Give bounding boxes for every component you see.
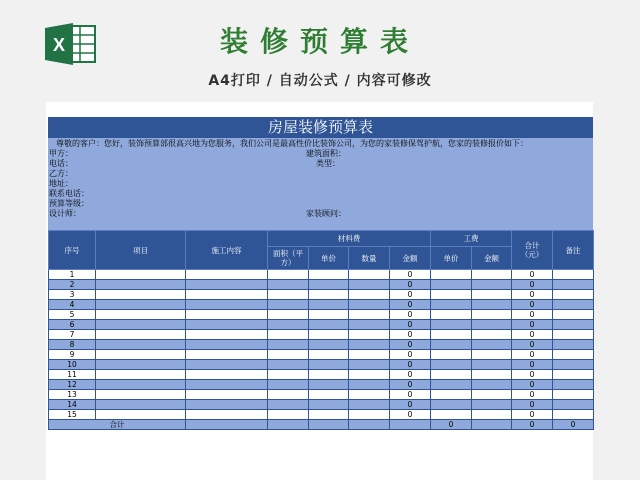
cell-quantity[interactable] — [349, 290, 390, 300]
cell-unit-price[interactable] — [309, 360, 349, 370]
cell-amount[interactable]: 0 — [390, 380, 431, 390]
cell-area[interactable] — [268, 340, 309, 350]
address-label: 地址： — [49, 179, 73, 188]
page-title: 装修预算表 — [219, 25, 420, 58]
cell-labor-price[interactable] — [431, 280, 472, 290]
cell-item[interactable] — [96, 410, 186, 420]
cell-labor-price[interactable] — [431, 390, 472, 400]
col-labor: 工费 — [431, 231, 512, 247]
cell-amount[interactable]: 0 — [390, 290, 431, 300]
cell-amount[interactable]: 0 — [390, 390, 431, 400]
party-b-label: 乙方： — [49, 169, 73, 178]
cell-item[interactable] — [96, 330, 186, 340]
cell-quantity[interactable] — [349, 400, 390, 410]
cell-total[interactable]: 0 — [512, 400, 553, 410]
table-row — [49, 310, 594, 320]
cell-item[interactable] — [96, 370, 186, 380]
customer-info — [48, 138, 593, 230]
cell-area[interactable] — [268, 410, 309, 420]
col-area: 面积（平方） — [268, 247, 309, 270]
contact-phone-label: 联系电话： — [49, 189, 89, 198]
cell-no[interactable]: 10 — [49, 360, 96, 370]
table-row — [49, 270, 594, 280]
cell-quantity[interactable] — [349, 380, 390, 390]
cell-area[interactable] — [268, 380, 309, 390]
cell-quantity[interactable] — [349, 370, 390, 380]
cell-amount[interactable]: 0 — [390, 270, 431, 280]
cell-total[interactable]: 0 — [512, 350, 553, 360]
cell-total[interactable]: 0 — [512, 340, 553, 350]
col-content: 施工内容 — [186, 231, 268, 270]
cell-area[interactable] — [268, 310, 309, 320]
cell-total[interactable]: 0 — [512, 370, 553, 380]
cell-content[interactable] — [186, 370, 268, 380]
cell-total[interactable]: 0 — [512, 390, 553, 400]
cell-content[interactable] — [186, 350, 268, 360]
cell-area[interactable] — [268, 390, 309, 400]
cell-no[interactable]: 1 — [49, 270, 96, 280]
col-total: 合计（元） — [512, 231, 553, 270]
cell-area[interactable] — [268, 370, 309, 380]
cell-quantity[interactable] — [349, 340, 390, 350]
sum-label: 合计 — [49, 420, 186, 430]
cell-item[interactable] — [96, 300, 186, 310]
cell-item[interactable] — [96, 380, 186, 390]
sheet-title: 房屋装修预算表 — [48, 117, 593, 138]
cell-amount[interactable]: 0 — [390, 310, 431, 320]
cell-note[interactable] — [553, 380, 594, 390]
cell-labor-price[interactable] — [431, 300, 472, 310]
table-row — [49, 300, 594, 310]
cell-total[interactable]: 0 — [512, 410, 553, 420]
cell-no[interactable]: 12 — [49, 380, 96, 390]
cell-amount[interactable]: 0 — [390, 320, 431, 330]
cell-content[interactable] — [186, 320, 268, 330]
cell-content[interactable] — [186, 310, 268, 320]
col-quantity: 数量 — [349, 247, 390, 270]
cell-content[interactable] — [186, 340, 268, 350]
cell-area[interactable] — [268, 270, 309, 280]
cell-item[interactable] — [96, 390, 186, 400]
col-item: 项目 — [96, 231, 186, 270]
cell-amount[interactable]: 0 — [390, 280, 431, 290]
cell-labor-price[interactable] — [431, 370, 472, 380]
cell-unit-price[interactable] — [309, 280, 349, 290]
intro-text: 尊敬的客户：您好，装饰预算部很高兴地为您服务，我们公司是最高性价比装饰公司，为您的家装修保驾护航，您家的装修报价如下： — [56, 139, 528, 148]
cell-amount[interactable]: 0 — [390, 370, 431, 380]
cell-total[interactable]: 0 — [512, 330, 553, 340]
cell-content[interactable] — [186, 410, 268, 420]
sum-row — [49, 420, 594, 430]
cell-note[interactable] — [553, 280, 594, 290]
cell-unit-price[interactable] — [309, 290, 349, 300]
cell-labor-amount[interactable] — [472, 390, 512, 400]
table-row — [49, 330, 594, 340]
cell-labor-amount[interactable] — [472, 330, 512, 340]
cell-no[interactable]: 8 — [49, 340, 96, 350]
cell-labor-amount[interactable] — [472, 280, 512, 290]
cell-item[interactable] — [96, 350, 186, 360]
sum-labor-amount: 0 — [512, 420, 553, 430]
col-amount: 金额 — [390, 247, 431, 270]
col-no: 序号 — [49, 231, 96, 270]
cell-item[interactable] — [96, 320, 186, 330]
cell-note[interactable] — [553, 410, 594, 420]
cell-labor-price[interactable] — [431, 400, 472, 410]
cell-no[interactable]: 7 — [49, 330, 96, 340]
cell-item[interactable] — [96, 280, 186, 290]
cell-no[interactable]: 2 — [49, 280, 96, 290]
cell-quantity[interactable] — [349, 350, 390, 360]
col-unit-price: 单价 — [309, 247, 349, 270]
cell-note[interactable] — [553, 350, 594, 360]
cell-quantity[interactable] — [349, 280, 390, 290]
cell-total[interactable]: 0 — [512, 380, 553, 390]
cell-note[interactable] — [553, 320, 594, 330]
cell-item[interactable] — [96, 290, 186, 300]
cell-amount[interactable]: 0 — [390, 360, 431, 370]
cell-note[interactable] — [553, 300, 594, 310]
cell-note[interactable] — [553, 370, 594, 380]
cell-content[interactable] — [186, 400, 268, 410]
cell-quantity[interactable] — [349, 360, 390, 370]
consultant-label: 家装顾问： — [306, 209, 346, 218]
cell-area[interactable] — [268, 360, 309, 370]
cell-labor-price[interactable] — [431, 410, 472, 420]
designer-label: 设计师： — [49, 209, 81, 218]
budget-level-label: 预算等级： — [49, 199, 89, 208]
budget-table — [48, 230, 594, 430]
cell-item[interactable] — [96, 400, 186, 410]
party-a-label: 甲方： — [49, 149, 73, 158]
cell-unit-price[interactable] — [309, 330, 349, 340]
phone-label: 电话： — [49, 159, 73, 168]
cell-content[interactable] — [186, 360, 268, 370]
table-row — [49, 350, 594, 360]
cell-labor-amount[interactable] — [472, 270, 512, 280]
cell-no[interactable]: 13 — [49, 390, 96, 400]
sum-amount: 0 — [431, 420, 472, 430]
cell-note[interactable] — [553, 330, 594, 340]
cell-item[interactable] — [96, 360, 186, 370]
cell-note[interactable] — [553, 270, 594, 280]
cell-unit-price[interactable] — [309, 410, 349, 420]
cell-note[interactable] — [553, 290, 594, 300]
cell-labor-amount[interactable] — [472, 370, 512, 380]
cell-content[interactable] — [186, 300, 268, 310]
cell-no[interactable]: 5 — [49, 310, 96, 320]
table-row — [49, 360, 594, 370]
page-subtitle: A4打印 / 自动公式 / 内容可修改 — [208, 73, 432, 89]
table-row — [49, 370, 594, 380]
cell-total[interactable]: 0 — [512, 270, 553, 280]
cell-unit-price[interactable] — [309, 300, 349, 310]
cell-total[interactable]: 0 — [512, 280, 553, 290]
col-note: 备注 — [553, 231, 594, 270]
cell-total[interactable]: 0 — [512, 290, 553, 300]
cell-no[interactable]: 4 — [49, 300, 96, 310]
cell-unit-price[interactable] — [309, 380, 349, 390]
cell-area[interactable] — [268, 350, 309, 360]
cell-labor-price[interactable] — [431, 290, 472, 300]
cell-labor-amount[interactable] — [472, 290, 512, 300]
cell-unit-price[interactable] — [309, 400, 349, 410]
cell-no[interactable]: 6 — [49, 320, 96, 330]
cell-labor-price[interactable] — [431, 330, 472, 340]
cell-labor-price[interactable] — [431, 310, 472, 320]
cell-labor-amount[interactable] — [472, 300, 512, 310]
cell-note[interactable] — [553, 310, 594, 320]
cell-unit-price[interactable] — [309, 390, 349, 400]
table-row — [49, 340, 594, 350]
cell-area[interactable] — [268, 290, 309, 300]
cell-no[interactable]: 14 — [49, 400, 96, 410]
cell-note[interactable] — [553, 340, 594, 350]
table-row — [49, 380, 594, 390]
cell-labor-price[interactable] — [431, 340, 472, 350]
cell-amount[interactable]: 0 — [390, 340, 431, 350]
cell-content[interactable] — [186, 270, 268, 280]
cell-labor-amount[interactable] — [472, 310, 512, 320]
cell-quantity[interactable] — [349, 320, 390, 330]
cell-content[interactable] — [186, 280, 268, 290]
cell-total[interactable]: 0 — [512, 360, 553, 370]
table-row — [49, 320, 594, 330]
table-row — [49, 390, 594, 400]
table-row — [49, 410, 594, 420]
cell-unit-price[interactable] — [309, 340, 349, 350]
building-area-label: 建筑面积： — [306, 149, 346, 158]
cell-labor-amount[interactable] — [472, 320, 512, 330]
cell-unit-price[interactable] — [309, 320, 349, 330]
cell-area[interactable] — [268, 280, 309, 290]
cell-area[interactable] — [268, 300, 309, 310]
cell-labor-amount[interactable] — [472, 410, 512, 420]
cell-quantity[interactable] — [349, 390, 390, 400]
cell-quantity[interactable] — [349, 270, 390, 280]
cell-no[interactable]: 11 — [49, 370, 96, 380]
cell-amount[interactable]: 0 — [390, 330, 431, 340]
cell-quantity[interactable] — [349, 310, 390, 320]
cell-content[interactable] — [186, 290, 268, 300]
cell-unit-price[interactable] — [309, 310, 349, 320]
cell-item[interactable] — [96, 270, 186, 280]
cell-unit-price[interactable] — [309, 370, 349, 380]
table-row — [49, 280, 594, 290]
table-row — [49, 400, 594, 410]
cell-labor-price[interactable] — [431, 270, 472, 280]
col-labor-price: 单价 — [431, 247, 472, 270]
cell-unit-price[interactable] — [309, 270, 349, 280]
cell-amount[interactable]: 0 — [390, 350, 431, 360]
cell-note[interactable] — [553, 400, 594, 410]
cell-labor-price[interactable] — [431, 320, 472, 330]
cell-content[interactable] — [186, 390, 268, 400]
cell-quantity[interactable] — [349, 300, 390, 310]
cell-labor-price[interactable] — [431, 360, 472, 370]
cell-note[interactable] — [553, 390, 594, 400]
cell-no[interactable]: 9 — [49, 350, 96, 360]
cell-quantity[interactable] — [349, 410, 390, 420]
cell-labor-amount[interactable] — [472, 350, 512, 360]
table-row — [49, 290, 594, 300]
cell-no[interactable]: 15 — [49, 410, 96, 420]
col-labor-amount: 金额 — [472, 247, 512, 270]
cell-amount[interactable]: 0 — [390, 410, 431, 420]
cell-total[interactable]: 0 — [512, 310, 553, 320]
cell-item[interactable] — [96, 310, 186, 320]
col-material: 材料费 — [268, 231, 431, 247]
sum-total: 0 — [553, 420, 594, 430]
cell-note[interactable] — [553, 360, 594, 370]
cell-labor-price[interactable] — [431, 350, 472, 360]
cell-labor-price[interactable] — [431, 380, 472, 390]
cell-area[interactable] — [268, 330, 309, 340]
cell-labor-amount[interactable] — [472, 380, 512, 390]
cell-labor-amount[interactable] — [472, 340, 512, 350]
cell-item[interactable] — [96, 340, 186, 350]
cell-area[interactable] — [268, 400, 309, 410]
type-label: 类型： — [316, 159, 340, 168]
cell-content[interactable] — [186, 330, 268, 340]
cell-labor-amount[interactable] — [472, 400, 512, 410]
cell-quantity[interactable] — [349, 330, 390, 340]
cell-unit-price[interactable] — [309, 350, 349, 360]
cell-amount[interactable]: 0 — [390, 300, 431, 310]
cell-amount[interactable]: 0 — [390, 400, 431, 410]
cell-total[interactable]: 0 — [512, 320, 553, 330]
cell-content[interactable] — [186, 380, 268, 390]
cell-total[interactable]: 0 — [512, 300, 553, 310]
excel-letter: X — [52, 35, 66, 55]
cell-no[interactable]: 3 — [49, 290, 96, 300]
cell-labor-amount[interactable] — [472, 360, 512, 370]
cell-area[interactable] — [268, 320, 309, 330]
